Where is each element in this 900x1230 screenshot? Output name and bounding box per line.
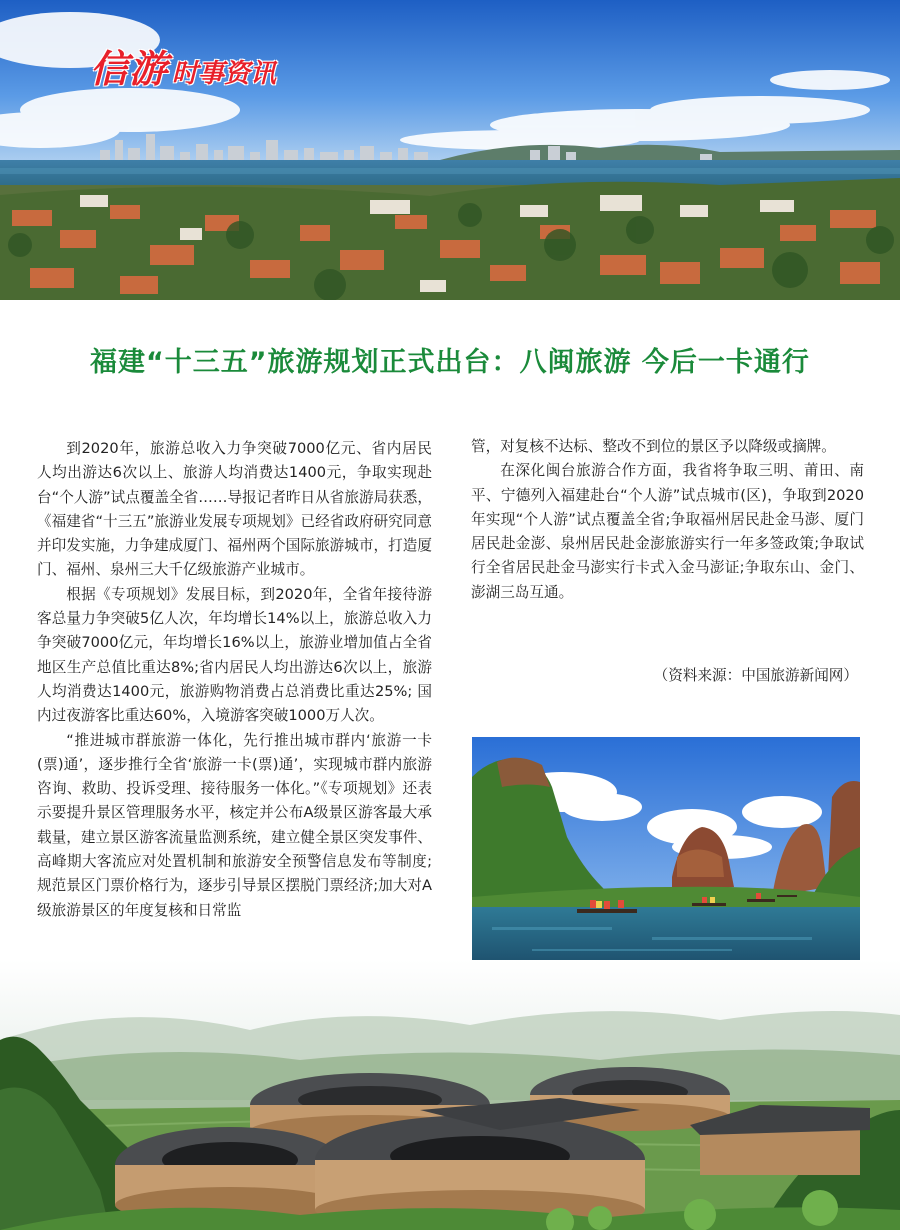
article-left-column bbox=[37, 437, 432, 923]
top-banner bbox=[0, 0, 900, 300]
article-paragraph-continued: 管，对复核不达标、整改不到位的景区予以降级或摘牌。 bbox=[471, 438, 836, 455]
brand-logo bbox=[90, 38, 276, 93]
article-paragraph: 根据《专项规划》发展目标，到2020年，全省年接待游客总量力争突破5亿人次，年均增长14%以上，旅游总收入力争突破7000亿元，年均增长16%以上，旅游业增加值占全省地区生产总值比重达8%;省内居民人均出游达6次以上，旅游人均消费达1400元，旅游购物消费占总消费比重达25%; 国内过夜游客比重达60%，入境游客突破1000万人次。 bbox=[37, 585, 432, 725]
brand-main-text: 信游 bbox=[90, 47, 169, 91]
tulou-buildings-image bbox=[0, 960, 900, 1230]
article-paragraph: “推进城市群旅游一体化，先行推出城市群内‘旅游一卡(票)通’，逐步推行全省‘旅游一卡(票)通’，实现城市群内旅游咨询、救助、投诉受理、接待服务一体化。”《专项规划》还表示要提升景区管理服务水平，核定并公布A级景区游客最大承载量，建立景区游客流量监测系统，建立健全景区突发事件、高峰期大客流应对处置机制和旅游安全预警信息发布等制度;规范景区门票价格行为，逐步引导景区摆脱门票经济;加大对A级旅游景区的年度复核和日常监 bbox=[37, 731, 432, 919]
article-paragraph: 在深化闽台旅游合作方面，我省将争取三明、莆田、南平、宁德列入福建赴台“个人游”试点城市(区)，争取到2020年实现“个人游”试点覆盖全省;争取福州居民赴金马澎、厦门居民赴金澎、泉州居民赴金澎旅游实行一年多签政策;争取试行全省居民赴金马澎实行卡式入金马澎证;争取东山、金门、澎湖三岛互通。 bbox=[471, 462, 864, 601]
article-paragraph: 到2020年，旅游总收入力争突破7000亿元、省内居民人均出游达6次以上、旅游人均消费达1400元，争取实现赴台“个人游”试点覆盖全省……导报记者昨日从省旅游局获悉，《福建省“十三五”旅游业发展专项规划》已经省政府研究同意并印发实施，力争建成厦门、福州两个国际旅游城市，打造厦门、福州、泉州三大千亿级旅游产业城市。 bbox=[37, 440, 432, 579]
mountain-river-image bbox=[472, 737, 860, 966]
article-right-column bbox=[471, 435, 864, 605]
article-source: （资料来源：中国旅游新闻网） bbox=[653, 667, 858, 684]
brand-sub-text: 时事资讯 bbox=[172, 59, 277, 89]
article-headline: 福建“十三五”旅游规划正式出台：八闽旅游 今后一卡通行 bbox=[90, 347, 810, 378]
